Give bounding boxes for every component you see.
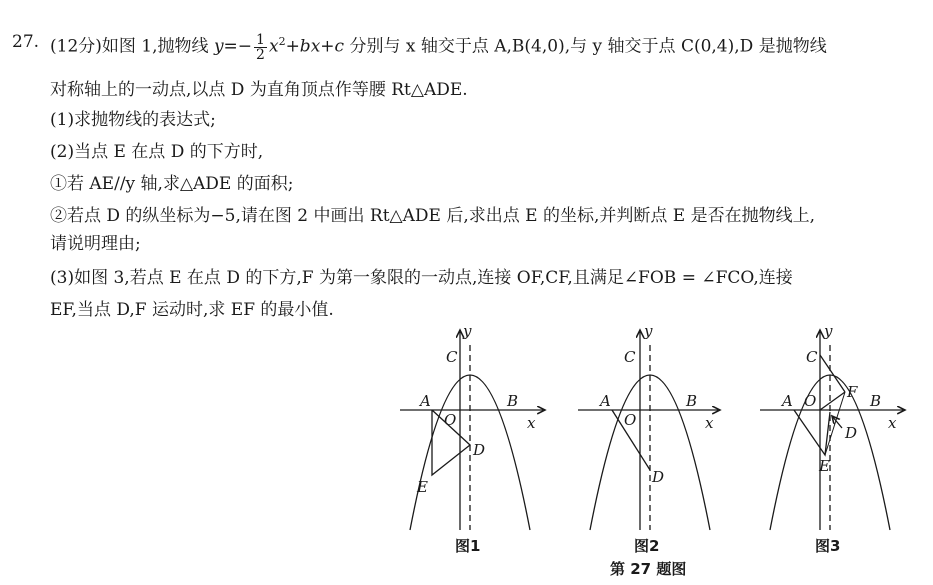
fig1-label-x: x — [527, 414, 536, 432]
fig3-label-F: F — [847, 383, 858, 401]
question-3-cont: EF,当点 D,F 运动时,求 EF 的最小值. — [50, 300, 334, 320]
fig1-label-y: y — [463, 322, 472, 340]
fig2-label-y: y — [644, 322, 653, 340]
fig3-label-O: O — [804, 392, 817, 410]
question-3: (3)如图 3,若点 E 在点 D 的下方,F 为第一象限的一动点,连接 OF,CF,且满足∠FOB = ∠FCO,连接 — [50, 268, 793, 288]
fig2-label-O: O — [624, 411, 637, 429]
fig1-label-C: C — [446, 348, 458, 366]
question-2: (2)当点 E 在点 D 的下方时, — [50, 142, 264, 162]
fig3-label-C: C — [806, 348, 818, 366]
problem-line-2: 对称轴上的一动点,以点 D 为直角顶点作等腰 Rt△ADE. — [50, 80, 468, 100]
fig3-label-E: E — [819, 457, 830, 475]
fraction-one-half: $\frac{1}{2}$ — [256, 31, 265, 63]
figure-1-caption: 图1 — [455, 537, 481, 555]
fig1-label-B: B — [507, 392, 519, 410]
figure-2-caption: 图2 — [634, 537, 660, 555]
fig3-label-A: A — [782, 392, 793, 410]
figure-3 — [760, 322, 905, 530]
fig3-label-D: D — [845, 424, 858, 442]
question-2b-cont: 请说明理由; — [50, 234, 141, 254]
problem-line-1: (12分)如图 1,抛物线 y=− $\frac{1}{2}$ $x^2+bx+c$ 分别与 x 轴交于点 A,B(4,0),与 y 轴交于点 C(0,4),D 是抛物线 — [50, 31, 827, 63]
problem-number: 27. — [12, 32, 40, 52]
fig2-label-B: B — [686, 392, 698, 410]
fig2-label-A: A — [600, 392, 611, 410]
fig1-label-E: E — [417, 478, 428, 496]
fig2-label-C: C — [624, 348, 636, 366]
figure-3-caption: 图3 — [815, 537, 841, 555]
figure-2 — [578, 322, 720, 530]
fig2-label-D: D — [652, 468, 665, 486]
fig3-label-y: y — [824, 322, 833, 340]
fig3-label-x: x — [888, 414, 897, 432]
figure-1 — [400, 322, 545, 530]
fig1-label-O: O — [444, 411, 457, 429]
fig3-label-B: B — [870, 392, 882, 410]
question-1: (1)求抛物线的表达式; — [50, 110, 216, 130]
fig1-label-A: A — [420, 392, 431, 410]
question-2a: ①若 AE//y 轴,求△ADE 的面积; — [50, 174, 294, 194]
fig2-label-x: x — [705, 414, 714, 432]
fig1-label-D: D — [473, 441, 486, 459]
question-2b: ②若点 D 的纵坐标为−5,请在图 2 中画出 Rt△ADE 后,求出点 E 的坐标,并判断点 E 是否在抛物线上, — [50, 206, 815, 226]
main-figure-caption: 第 27 题图 — [610, 560, 687, 578]
